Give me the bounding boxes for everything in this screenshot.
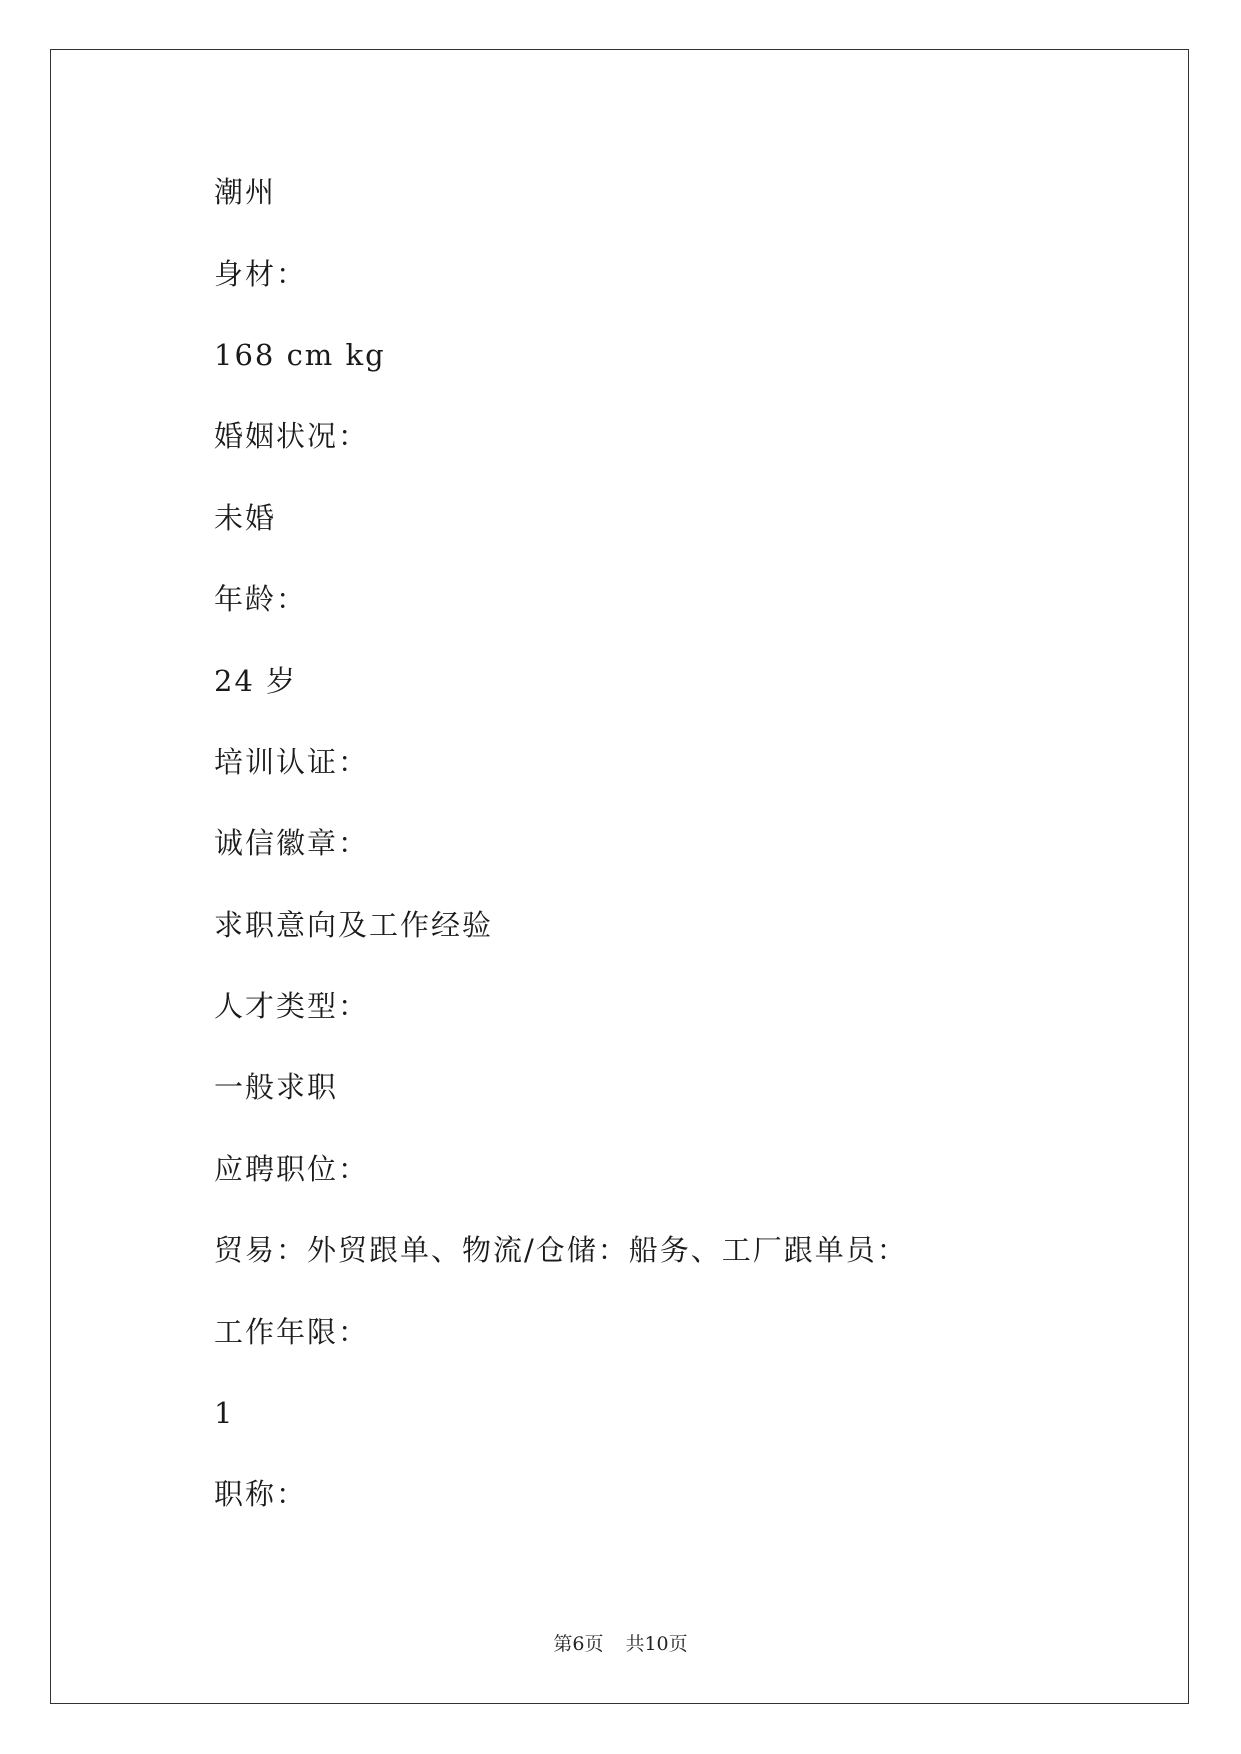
page-number: 第6页 [553, 1633, 604, 1655]
text-line-age-label: 年龄： [214, 582, 308, 616]
text-line-section-heading: 求职意向及工作经验 [214, 908, 494, 942]
text-line-training-label: 培训认证： [214, 745, 370, 779]
text-line-talent-type-value: 一般求职 [214, 1070, 339, 1104]
page-total: 共10页 [625, 1633, 688, 1655]
text-line-title-label: 职称： [214, 1477, 308, 1511]
text-line-years-value: 1 [214, 1396, 235, 1430]
page-border [50, 49, 1189, 1704]
text-line-position-label: 应聘职位： [214, 1152, 370, 1186]
text-line-hometown: 潮州 [214, 175, 277, 209]
text-line-body-label: 身材： [214, 257, 308, 291]
text-line-years-label: 工作年限： [214, 1315, 370, 1349]
text-line-marital-value: 未婚 [214, 501, 277, 535]
page-footer [0, 1632, 1241, 1656]
text-line-position-value: 贸易：外贸跟单、物流/仓储：船务、工厂跟单员： [214, 1233, 908, 1267]
text-line-marital-label: 婚姻状况： [214, 419, 370, 453]
text-line-talent-type-label: 人才类型： [214, 989, 370, 1023]
text-line-body-value: 168 cm kg [214, 338, 386, 372]
text-line-badge-label: 诚信徽章： [214, 826, 370, 860]
text-line-age-value: 24 岁 [214, 664, 298, 698]
